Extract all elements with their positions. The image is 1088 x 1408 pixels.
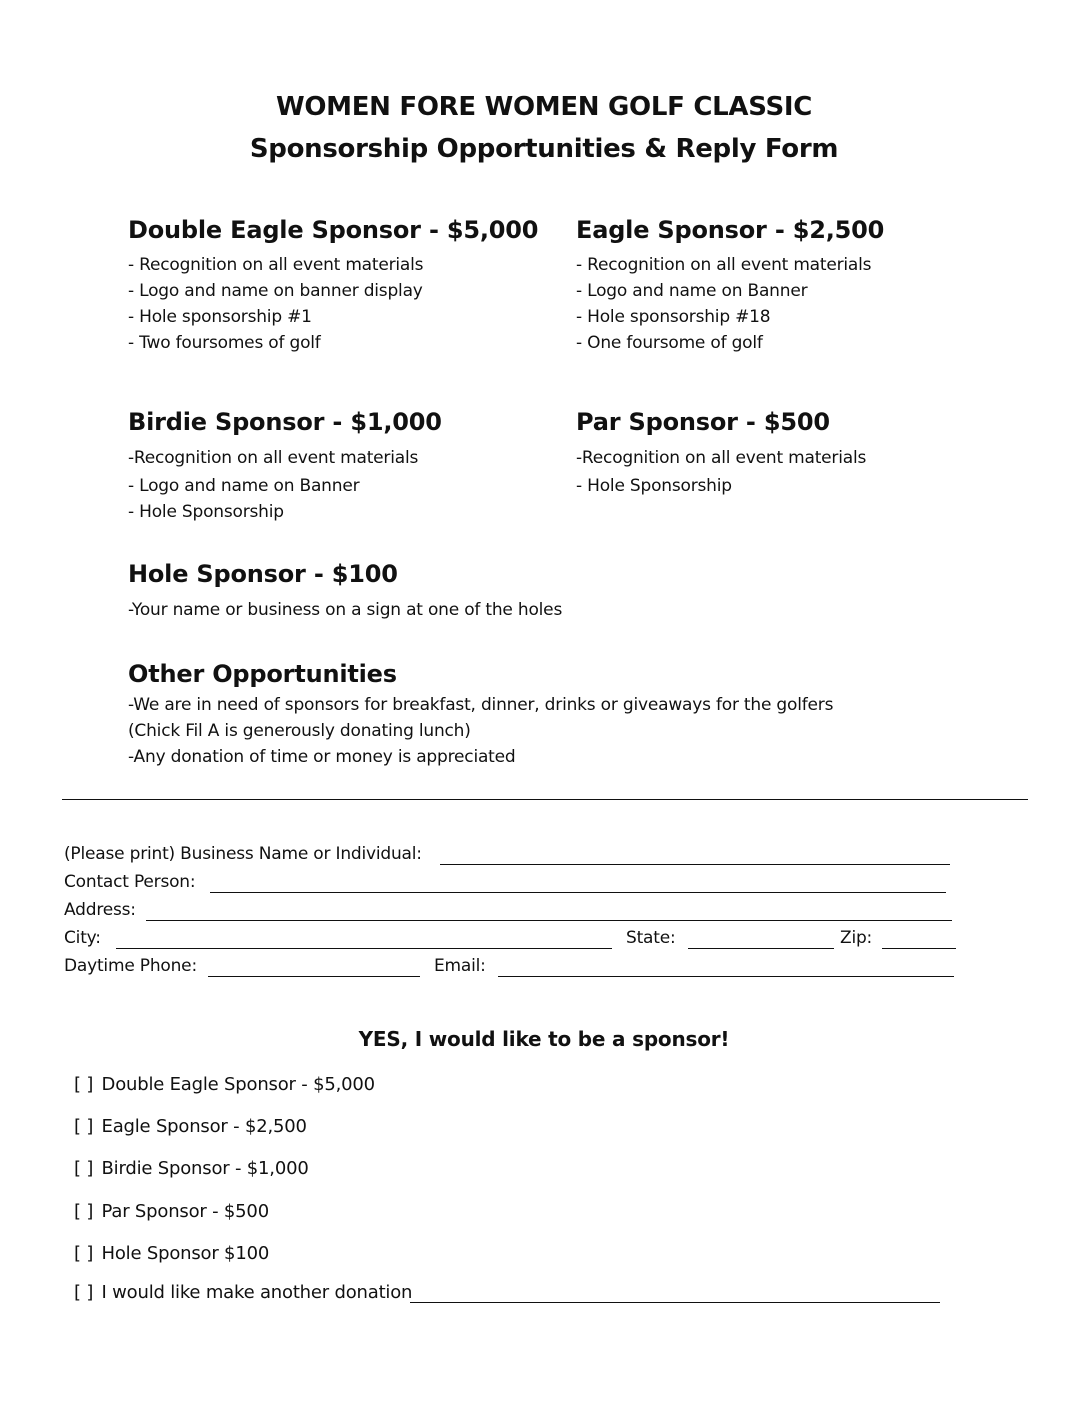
donation-amount-field[interactable]	[410, 1302, 940, 1303]
checkbox[interactable]: [ ]	[74, 1282, 94, 1303]
city-field[interactable]	[116, 948, 612, 949]
benefit-line: - Recognition on all event materials	[128, 255, 424, 275]
contact-person-label: Contact Person:	[64, 872, 196, 892]
checkbox[interactable]: [ ]	[74, 1074, 94, 1095]
option-hole[interactable]	[74, 1243, 269, 1264]
checkbox[interactable]: [ ]	[74, 1201, 94, 1222]
benefit-line: - Two foursomes of golf	[128, 333, 321, 353]
option-birdie[interactable]	[74, 1158, 309, 1179]
email-field[interactable]	[498, 976, 954, 977]
option-other-donation[interactable]	[74, 1282, 412, 1303]
option-label: Par Sponsor - $500	[101, 1201, 269, 1222]
option-eagle[interactable]	[74, 1116, 307, 1137]
address-field[interactable]	[146, 920, 952, 921]
benefit-line: - Logo and name on Banner	[128, 476, 360, 496]
tier-heading: Eagle Sponsor - $2,500	[576, 216, 885, 244]
benefit-line: - Hole Sponsorship	[128, 502, 284, 522]
benefit-line: - Recognition on all event materials	[576, 255, 872, 275]
benefit-line: -We are in need of sponsors for breakfast, dinner, drinks or giveaways for the golfers	[128, 695, 834, 715]
option-label: Birdie Sponsor - $1,000	[101, 1158, 309, 1179]
benefit-line: - Hole sponsorship #1	[128, 307, 312, 327]
benefit-line: - Logo and name on banner display	[128, 281, 423, 301]
zip-label: Zip:	[840, 928, 873, 948]
city-label: City:	[64, 928, 101, 948]
other-opportunities	[128, 660, 833, 770]
checkbox[interactable]: [ ]	[74, 1116, 94, 1137]
option-label: I would like make another donation	[101, 1282, 413, 1303]
tier-heading: Birdie Sponsor - $1,000	[128, 408, 442, 436]
option-label: Double Eagle Sponsor - $5,000	[101, 1074, 375, 1095]
checkbox[interactable]: [ ]	[74, 1158, 94, 1179]
tier-heading: Other Opportunities	[128, 660, 397, 688]
tier-eagle	[576, 216, 884, 356]
option-par[interactable]	[74, 1201, 269, 1222]
benefit-line: (Chick Fil A is generously donating lunch)	[128, 721, 471, 741]
section-divider	[62, 799, 1028, 800]
tier-par	[576, 408, 866, 499]
tier-heading: Hole Sponsor - $100	[128, 560, 398, 588]
daytime-phone-label: Daytime Phone:	[64, 956, 197, 976]
benefit-line: -Any donation of time or money is appreciated	[128, 747, 516, 767]
benefit-line: -Your name or business on a sign at one of the holes	[128, 600, 563, 620]
option-label: Hole Sponsor $100	[101, 1243, 270, 1264]
state-label: State:	[626, 928, 676, 948]
option-label: Eagle Sponsor - $2,500	[101, 1116, 307, 1137]
state-field[interactable]	[688, 948, 834, 949]
benefit-line: - Hole sponsorship #18	[576, 307, 771, 327]
business-name-label: (Please print) Business Name or Individual:	[64, 844, 422, 864]
event-title: WOMEN FORE WOMEN GOLF CLASSIC	[275, 92, 813, 122]
zip-field[interactable]	[882, 948, 956, 949]
email-label: Email:	[434, 956, 486, 976]
benefit-line: -Recognition on all event materials	[128, 448, 419, 468]
benefit-line: -Recognition on all event materials	[576, 448, 867, 468]
daytime-phone-field[interactable]	[208, 976, 420, 977]
checkbox[interactable]: [ ]	[74, 1243, 94, 1264]
tier-double-eagle	[128, 216, 538, 356]
benefit-line: - Hole Sponsorship	[576, 476, 732, 496]
tier-birdie	[128, 408, 442, 525]
tier-heading: Par Sponsor - $500	[576, 408, 830, 436]
form-subtitle: Sponsorship Opportunities & Reply Form	[249, 134, 839, 164]
sponsor-confirmation-heading: YES, I would like to be a sponsor!	[358, 1027, 730, 1051]
option-double-eagle[interactable]	[74, 1074, 375, 1095]
address-label: Address:	[64, 900, 136, 920]
business-name-field[interactable]	[440, 864, 950, 865]
contact-person-field[interactable]	[210, 892, 946, 893]
tier-heading: Double Eagle Sponsor - $5,000	[128, 216, 539, 244]
tier-hole	[128, 560, 562, 625]
benefit-line: - Logo and name on Banner	[576, 281, 808, 301]
benefit-line: - One foursome of golf	[576, 333, 763, 353]
